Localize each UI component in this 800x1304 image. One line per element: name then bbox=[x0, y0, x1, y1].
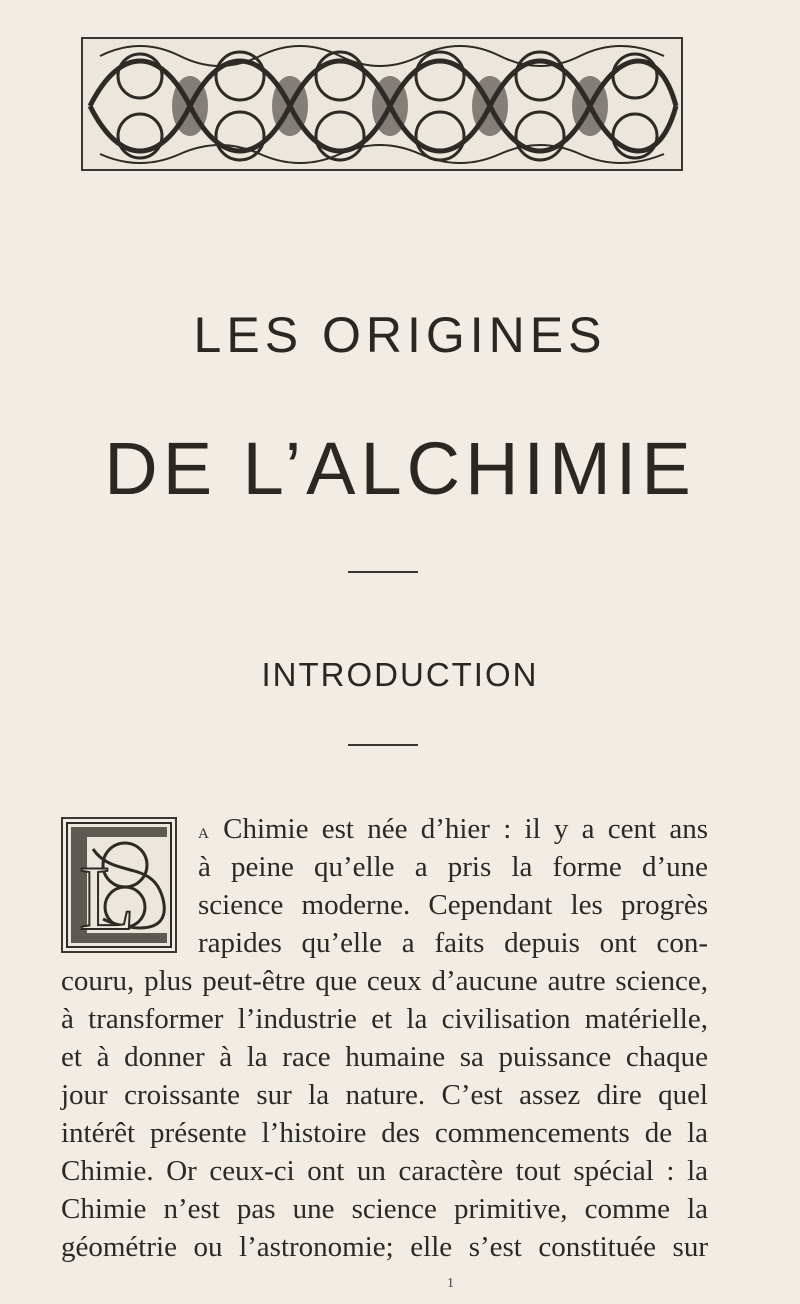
paragraph-line-1-lead: a bbox=[198, 818, 210, 843]
paragraph-line-4: rapides qu’elle a faits depuis ont con- bbox=[198, 927, 708, 959]
ornamental-headpiece-icon bbox=[80, 36, 684, 172]
paragraph-line-1-text: Chimie est née d’hier : il y a cent ans bbox=[209, 813, 708, 845]
title-line-2: DE L’ALCHIMIE bbox=[104, 427, 696, 510]
initial-letter: L bbox=[79, 847, 136, 949]
paragraph-line-7: et à donner à la race humaine sa puissance chaque bbox=[61, 1041, 708, 1073]
title-line-1: LES ORIGINES bbox=[193, 307, 607, 363]
paragraph-line-12: géométrie ou l’astronomie; elle s’est constituée sur bbox=[61, 1231, 708, 1263]
paragraph-line-5: couru, plus peut-être que ceux d’aucune autre science, bbox=[61, 965, 708, 997]
paragraph-line-9: intérêt présente l’histoire des commencements de la bbox=[61, 1117, 708, 1149]
ornamental-initial-icon bbox=[61, 817, 177, 953]
divider-rule-bottom bbox=[348, 744, 418, 746]
paragraph-line-3: science moderne. Cependant les progrès bbox=[198, 889, 708, 921]
section-heading: INTRODUCTION bbox=[261, 656, 539, 693]
signature-mark: 1 bbox=[447, 1276, 454, 1291]
paragraph-line-8: jour croissante sur la nature. C’est assez dire quel bbox=[61, 1079, 708, 1111]
paragraph-line-1 bbox=[198, 812, 708, 848]
paragraph-line-10: Chimie. Or ceux-ci ont un caractère tout spécial : la bbox=[61, 1155, 708, 1187]
divider-rule-top bbox=[348, 571, 418, 573]
paragraph-line-11: Chimie n’est pas une science primitive, comme la bbox=[61, 1193, 708, 1225]
paragraph-line-6: à transformer l’industrie et la civilisation matérielle, bbox=[61, 1003, 708, 1035]
paragraph-line-2: à peine qu’elle a pris la forme d’une bbox=[198, 851, 708, 883]
